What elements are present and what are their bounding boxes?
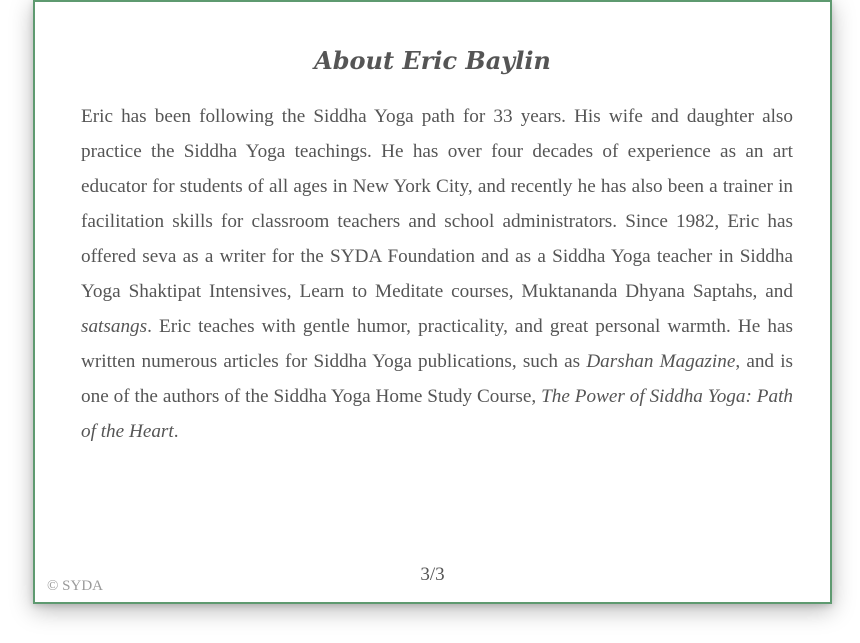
bio-text-part-2: . Eric teaches with gentle humor, practicality, and great personal warmth. He has written numerous articles for Siddha Yoga publications, such as [81, 316, 793, 372]
satsangs-term: satsangs [81, 316, 148, 337]
copyright-notice: © SYDA [47, 578, 103, 594]
bio-text-part-3: , and is one of the authors of the Siddha Yoga Home Study Course, [81, 351, 793, 407]
bio-text-part-1: Eric has been following the Siddha Yoga path for 33 years. His wife and daughter also practice the Siddha Yoga teachings. He has over four decades of experience as an art educator for students of all ages in New York City, and recently he has also been a trainer in facilitation skills for classroom teachers and school administrators. Since 1982, Eric has offered seva as a writer for the SYDA Foundation and as a Siddha Yoga teacher in Siddha Yoga Shaktipat Intensives, Learn to Meditate courses, Muktananda Dhyana Saptahs, and [81, 106, 793, 302]
page-title: About Eric Baylin [314, 46, 551, 75]
bio-card [33, 0, 832, 604]
page-number: 3/3 [420, 564, 445, 585]
bio-paragraph [81, 99, 793, 449]
darshan-magazine-title: Darshan Magazine [586, 351, 736, 372]
book-title: The Power of Siddha Yoga: Path of the Heart [81, 386, 794, 442]
bio-text-part-4: . [173, 421, 179, 442]
